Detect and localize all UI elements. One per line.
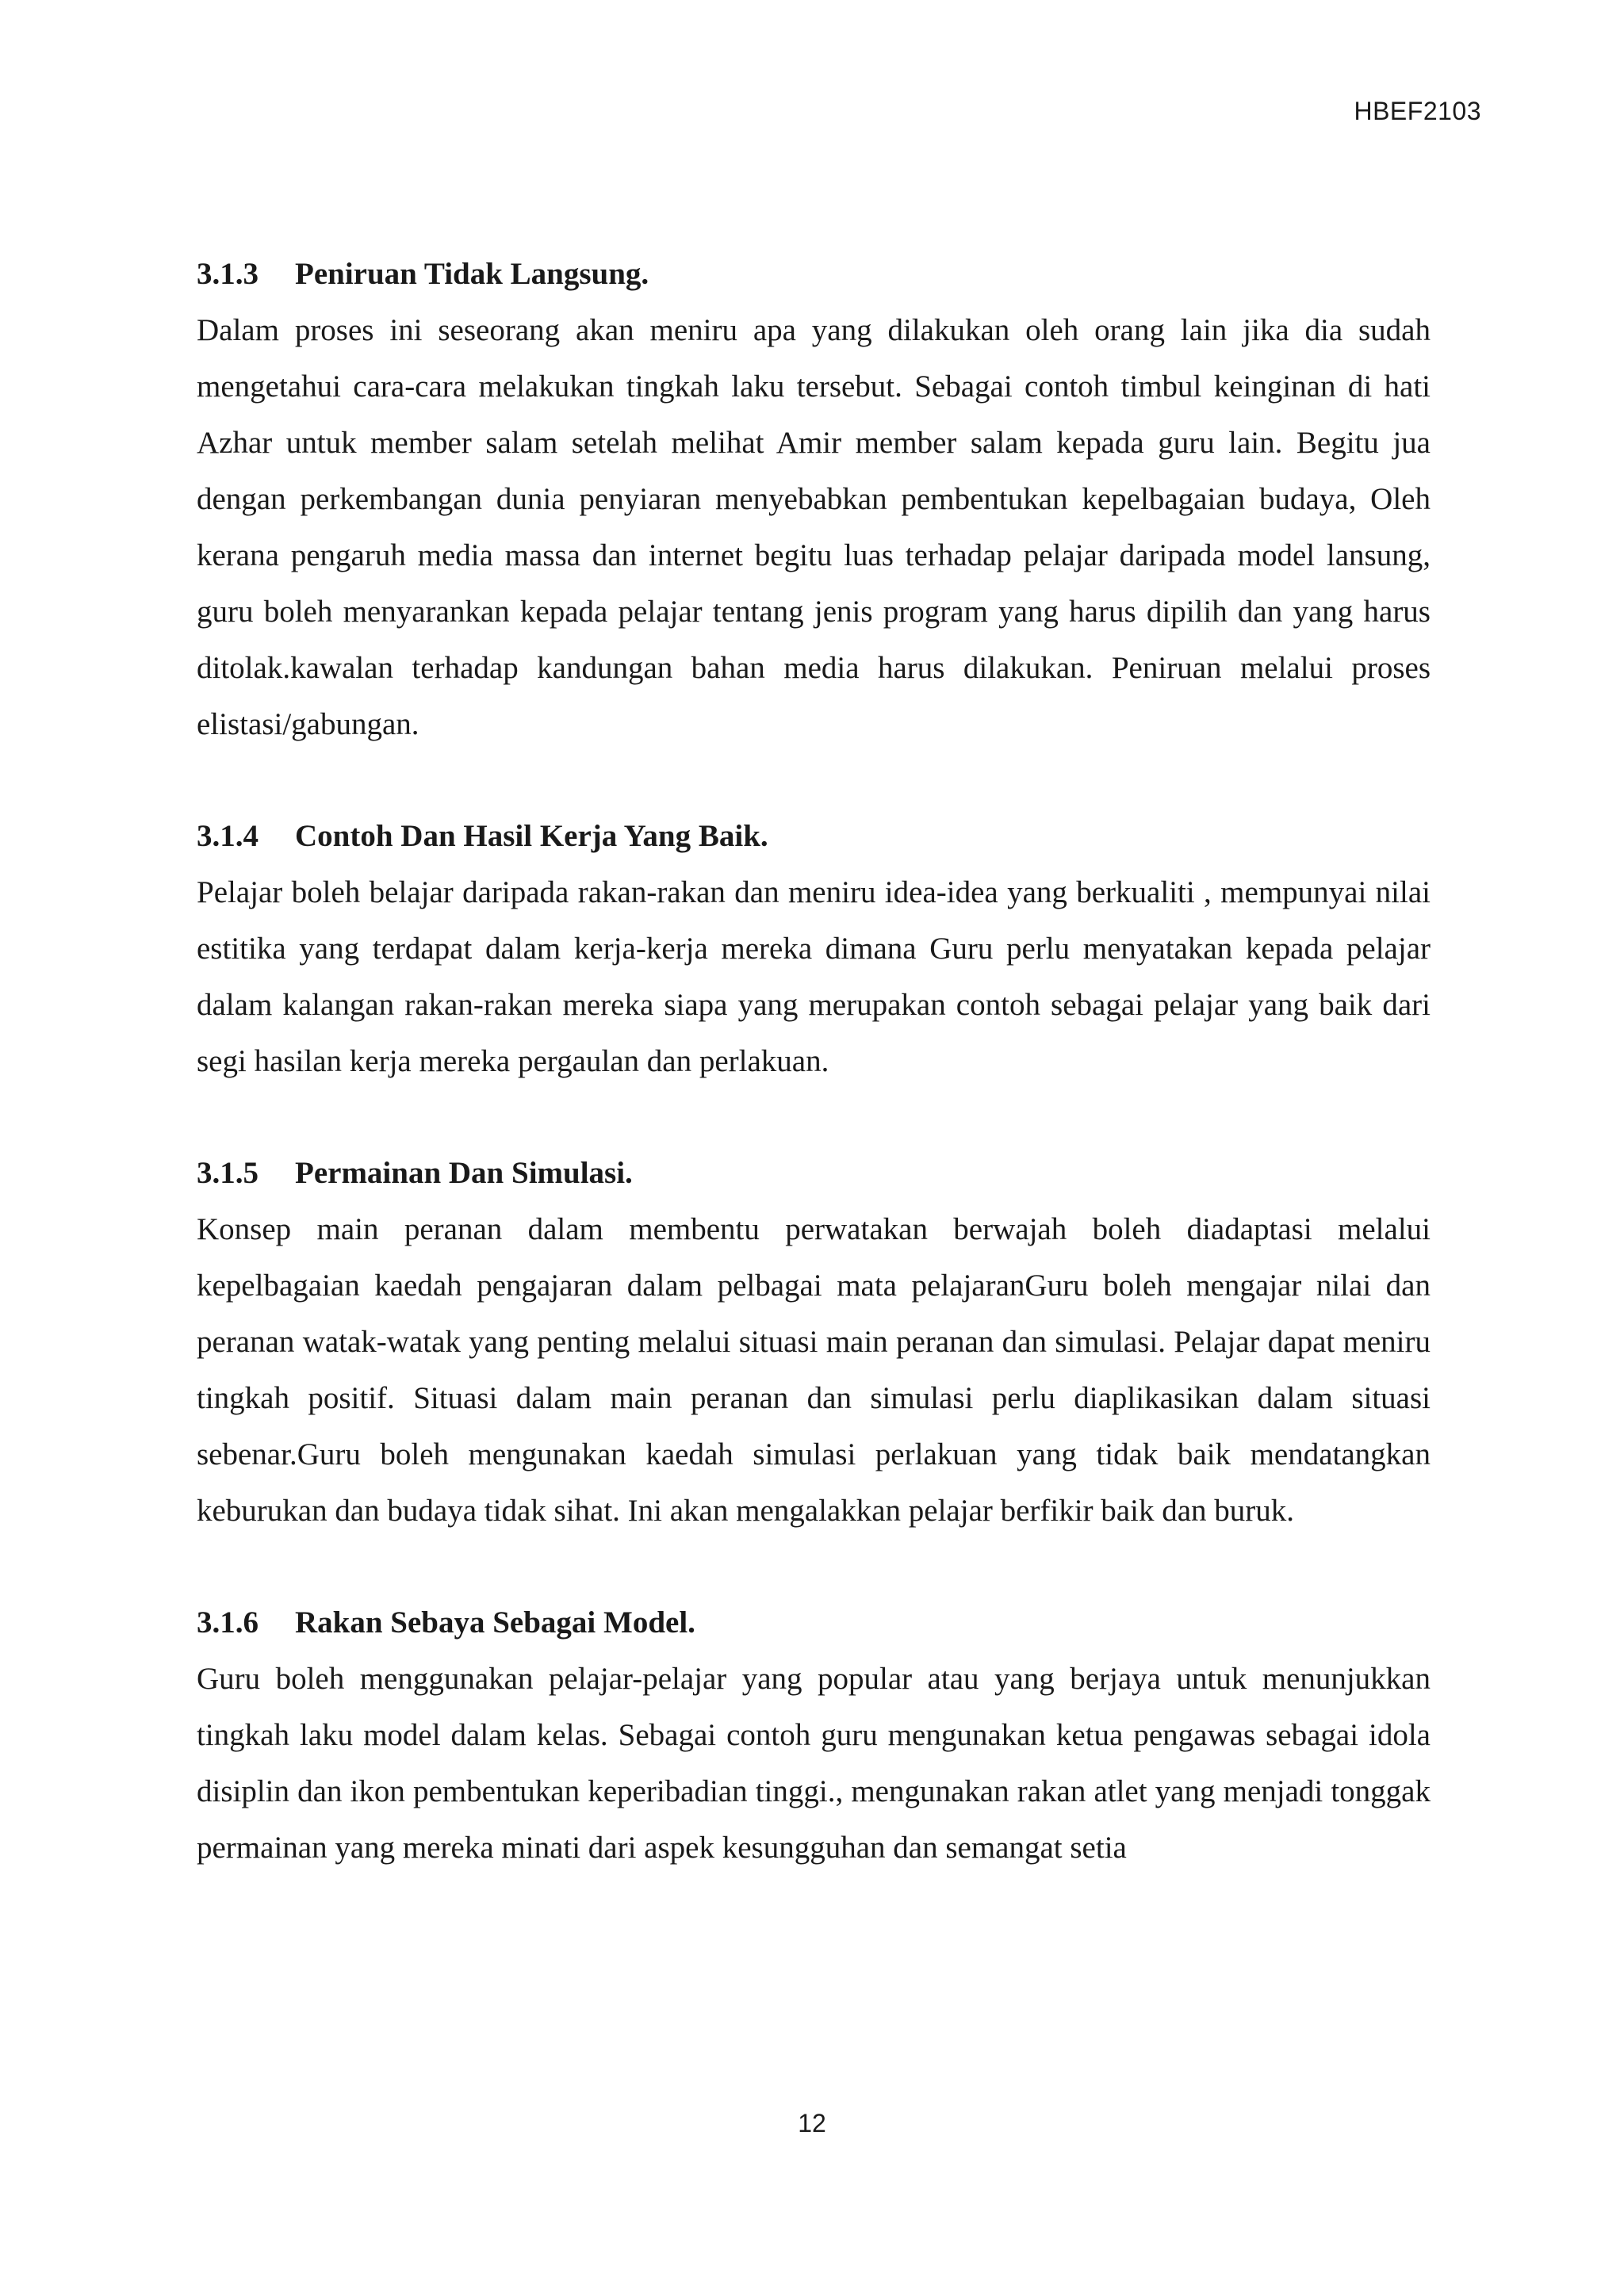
section-heading (197, 1145, 1431, 1201)
section-number: 3.1.5 (197, 1156, 259, 1190)
section-paragraph: Pelajar boleh belajar daripada rakan-rakan dan meniru idea-idea yang berkualiti , mempunyai nilai estitika yang terdapat dalam kerja-kerja mereka dimana Guru perlu menyatakan kepada pelajar dalam kalangan rakan-rakan mereka siapa yang merupakan contoh sebagai pelajar yang baik dari segi hasilan kerja mereka pergaulan dan perlakuan. (197, 875, 1431, 1078)
section-heading (197, 808, 1431, 864)
section-number: 3.1.4 (197, 819, 259, 853)
section-number: 3.1.3 (197, 257, 259, 291)
section-3-1-4 (197, 808, 1431, 1089)
section-paragraph: Guru boleh menggunakan pelajar-pelajar yang popular atau yang berjaya untuk menunjukkan tingkah laku model dalam kelas. Sebagai contoh guru mengunakan ketua pengawas sebagai idola disiplin dan ikon pembentukan keperibadian tinggi., mengunakan rakan atlet yang menjadi tonggak permainan yang mereka minati dari aspek kesungguhan dan semangat setia (197, 1662, 1431, 1865)
section-3-1-6 (197, 1594, 1431, 1876)
document-body (197, 246, 1431, 1931)
section-title: Peniruan Tidak Langsung. (295, 257, 649, 291)
section-title: Permainan Dan Simulasi. (295, 1156, 633, 1190)
section-title: Contoh Dan Hasil Kerja Yang Baik. (295, 819, 768, 853)
section-title: Rakan Sebaya Sebagai Model. (295, 1605, 695, 1640)
section-heading (197, 1594, 1431, 1651)
section-paragraph: Dalam proses ini seseorang akan meniru apa yang dilakukan oleh orang lain jika dia sudah mengetahui cara-cara melakukan tingkah laku tersebut. Sebagai contoh timbul keinginan di hati Azhar untuk member salam setelah melihat Amir member salam kepada guru lain. Begitu jua dengan perkembangan dunia penyiaran menyebabkan pembentukan kepelbagaian budaya, Oleh kerana pengaruh media massa dan internet begitu luas terhadap pelajar daripada model lansung, guru boleh menyarankan kepada pelajar tentang jenis program yang harus dipilih dan yang harus ditolak.kawalan terhadap kandungan bahan media harus dilakukan. Peniruan melalui proses elistasi/gabungan. (197, 313, 1431, 741)
section-paragraph: Konsep main peranan dalam membentu perwatakan berwajah boleh diadaptasi melalui kepelbagaian kaedah pengajaran dalam pelbagai mata pelajaranGuru boleh mengajar nilai dan peranan watak-watak yang penting melalui situasi main peranan dan simulasi. Pelajar dapat meniru tingkah positif. Situasi dalam main peranan dan simulasi perlu diaplikasikan dalam situasi sebenar.Guru boleh mengunakan kaedah simulasi perlakuan yang tidak baik mendatangkan keburukan dan budaya tidak sihat. Ini akan mengalakkan pelajar berfikir baik dan buruk. (197, 1212, 1431, 1528)
page-number: 12 (798, 2109, 826, 2137)
section-heading (197, 246, 1431, 302)
section-3-1-3 (197, 246, 1431, 752)
course-code-header: HBEF2103 (1354, 97, 1481, 125)
section-3-1-5 (197, 1145, 1431, 1539)
section-number: 3.1.6 (197, 1605, 259, 1640)
